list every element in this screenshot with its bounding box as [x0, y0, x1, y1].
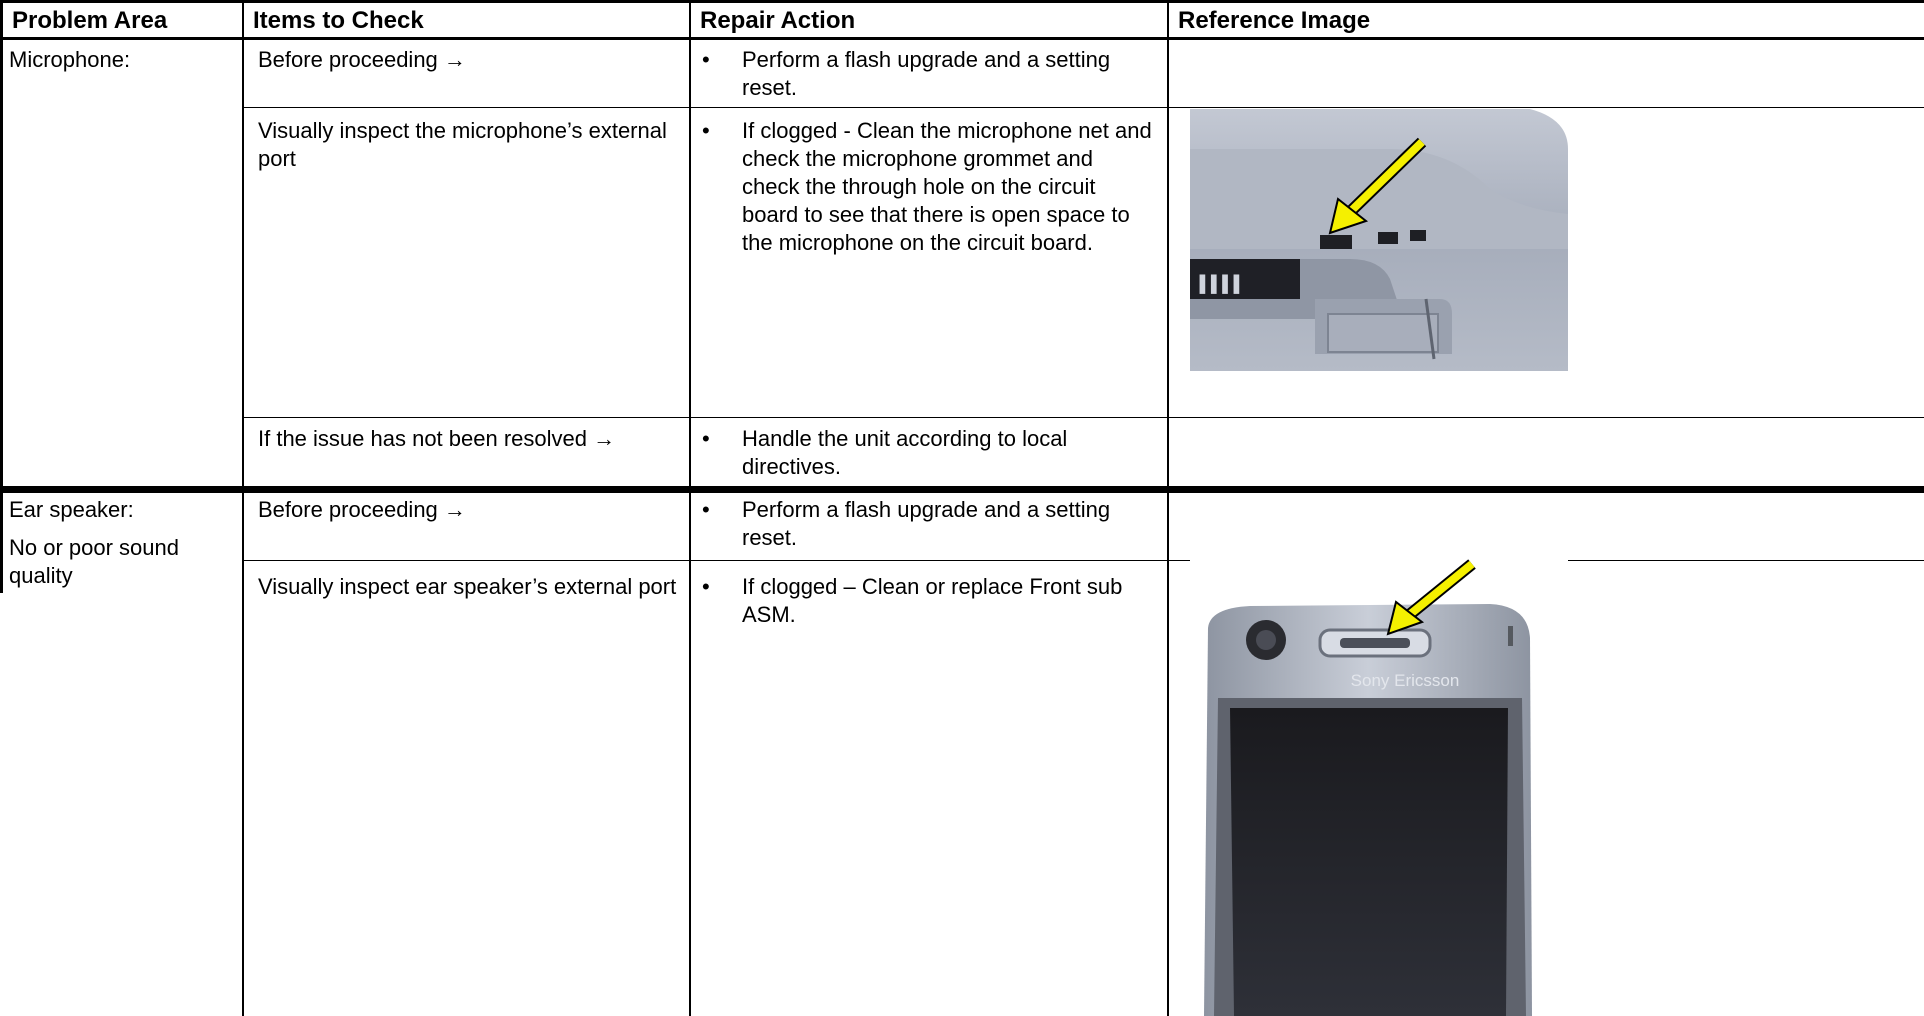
- header-bottom-border: [0, 37, 1924, 40]
- action-flash-upgrade: Perform a flash upgrade and a setting reset.: [742, 497, 1111, 550]
- bullet-icon: •: [702, 118, 710, 143]
- item-before-proceeding: Before proceeding →: [258, 497, 466, 522]
- problem-area-microphone: Microphone:: [9, 47, 131, 72]
- section1-row2-border: [242, 417, 1924, 418]
- action-handle-unit: Handle the unit according to local directives.: [742, 426, 1068, 479]
- bullet-icon: •: [702, 497, 710, 522]
- column-divider-1: [242, 0, 244, 1016]
- section2-row1-border: [242, 560, 1924, 561]
- header-problem-area: Problem Area: [12, 7, 168, 34]
- ear-speaker-reference-image: [1190, 558, 1568, 1016]
- action-clean-front-sub-asm: If clogged – Clean or replace Front sub ASM.: [742, 574, 1123, 627]
- table-left-border: [0, 0, 3, 593]
- header-repair-action: Repair Action: [700, 7, 856, 34]
- problem-area-ear-speaker: [9, 496, 239, 590]
- section-divider: [0, 486, 1924, 493]
- brand-text: Sony Ericsson: [1350, 671, 1460, 690]
- item-inspect-microphone-port: Visually inspect the microphone’s external port: [258, 118, 667, 171]
- bullet-icon: •: [702, 47, 710, 72]
- action-flash-upgrade: Perform a flash upgrade and a setting reset.: [742, 47, 1111, 100]
- section1-row1-border: [242, 107, 1924, 108]
- item-before-proceeding: Before proceeding →: [258, 47, 466, 72]
- microphone-photo-svg: [1190, 109, 1568, 371]
- column-divider-3: [1167, 0, 1169, 1016]
- header-items-to-check: Items to Check: [253, 7, 424, 34]
- column-divider-2: [689, 0, 691, 1016]
- microphone-reference-image: [1190, 109, 1568, 371]
- ear-speaker-photo-svg: [1190, 558, 1568, 1016]
- bullet-icon: •: [702, 426, 710, 451]
- item-issue-not-resolved: If the issue has not been resolved →: [258, 426, 616, 451]
- problem-area-ear-speaker-desc: No or poor sound quality: [9, 535, 179, 588]
- svg-text:▐▐▐▐: ▐▐▐▐: [1194, 276, 1240, 293]
- action-clean-microphone: If clogged - Clean the microphone net and check the microphone grommet and check the through hole on the circuit board to see that there is open space to the microphone on the circuit board.: [742, 118, 1152, 255]
- header-reference-image: Reference Image: [1178, 7, 1371, 34]
- bullet-icon: •: [702, 574, 710, 599]
- item-inspect-ear-speaker-port: Visually inspect ear speaker’s external port: [258, 574, 677, 599]
- problem-area-ear-speaker-title: Ear speaker:: [9, 497, 134, 522]
